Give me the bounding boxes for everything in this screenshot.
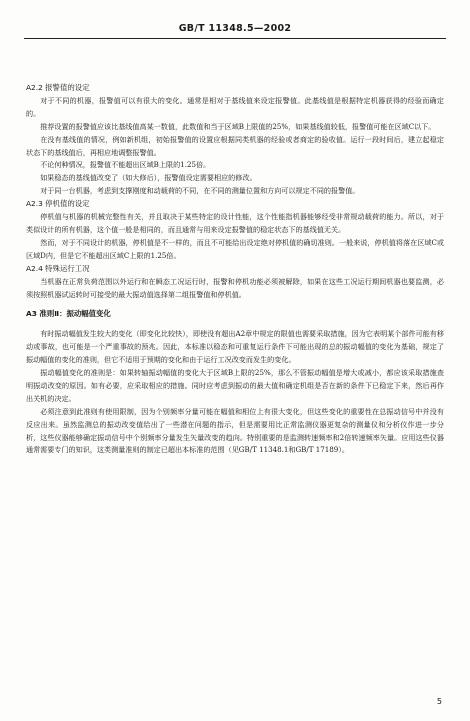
paragraph: 对于不同的机器，报警值可以有很大的变化。通常是相对于基线值来设定报警值。此基线值是根据特定机器获得的经验而确定的。 (26, 95, 444, 118)
document-body (26, 82, 444, 457)
paragraph: 对于同一台机器，考虑到支撑刚度和动载荷的不同，在不同的测量位置和方向可以规定不同的报警值。 (40, 186, 360, 196)
paragraph: 不论何种情况，报警值不能超出区域B上限的1.25倍。 (40, 160, 211, 170)
paragraph: 如果稳态的基线值改变了（如大修后），报警值设定需要相应的修改。 (40, 173, 257, 183)
paragraph: 在没有基线值的情况，例如新机组，初始报警值的设置应根据同类机器的经验或者商定的验收值。运行一段时间后，建立起稳定状态下的基线值后，再相应地调整报警值。 (26, 134, 444, 157)
section-heading-a2-3: A2.3 停机值的设定 (26, 199, 90, 209)
section-heading-a2-2: A2.2 报警值的设定 (26, 83, 90, 92)
section-heading-a2-4: A2.4 特殊运行工况 (26, 263, 90, 273)
paragraph: 必须注意到此准则有使用限制，因为个别频率分量可能在幅值和相位上有很大变化，但这些变化的重要性在总振动信号中并没有反应出来。虽然监测总的振动改变值给出了一些潜在问题的指示，但是需要用比正常监测仪器更复杂的测量仪和分析仪作进一步分析，这些仪器能够确定振动信号中个别频率分量发生矢量改变的趋向。特别重要的是监测转速频率和2倍转速频率矢量。应用这些仪器通常需要专门的知识，这类测量准则的制定已超出本标准的范围（见GB/T 11348.1和GB/T 17189）。 (26, 406, 444, 455)
section-heading-a3: A3 准则Ⅱ：振动幅值变化 (26, 309, 111, 319)
paragraph: 振动幅值变化的准则是：如果转轴振动幅值的变化大于区域B上限的25%，那么不管振动幅值是增大或减小，都应该采取措施查明振动改变的原因。如有必要，应采取相应的措施。同时应考虑到振动的最大值和确定机组是否在新的条件下已稳定下来，然后再作出关机的决定。 (26, 368, 444, 403)
paragraph: 有时振动幅值发生较大的变化（即变化比较快），即使没有超出A2章中规定的限值也需要采取措施，因为它表明某个部件可能有移动或事故，也可能是一个严重事故的预兆。因此，本标准以稳态和可重复运行条件下可能出现的总的振动幅值的变化为基础，规定了振动幅值的变化的准则，但它不适用于预期的变化和由于运行工况改变而发生的变化。 (26, 329, 444, 365)
paragraph: 推荐设置的报警值应该比基线值高某一数值，此数值和当于区域B上限值的25%，如果基线值较低，报警值可能在区域C以下。 (40, 121, 436, 131)
standard-code-header: GB/T 11348.5—2002 (178, 23, 292, 34)
paragraph: 然而，对于不同设计的机器，停机值是不一样的，而且不可能给出设定绝对停机值的确切准则。一般来说，停机值将落在区域C或区域D内，但是它不能超出区域C上限的1.25倍。 (26, 237, 444, 260)
header-rule (24, 38, 446, 39)
paragraph: 停机值与机器的机械完整性有关，并且取决于某些特定的设计性能，这个性能指机器能够经受非常规动载荷的能力。所以，对于类似设计的所有机器，这个值一般是相同的，而且通常与用来设定报警值的稳定状态下的基线值无关。 (26, 212, 444, 234)
page-number: 5 (436, 697, 442, 706)
paragraph: 当机器在正常负荷范围以外运行和在瞬态工况运行时，报警和停机功能必须被解除，如果在这些工况运行期间机器也要监测，必须按照机器试运转时可接受的最大振动值选择第二组报警值和停机值。 (26, 276, 444, 299)
